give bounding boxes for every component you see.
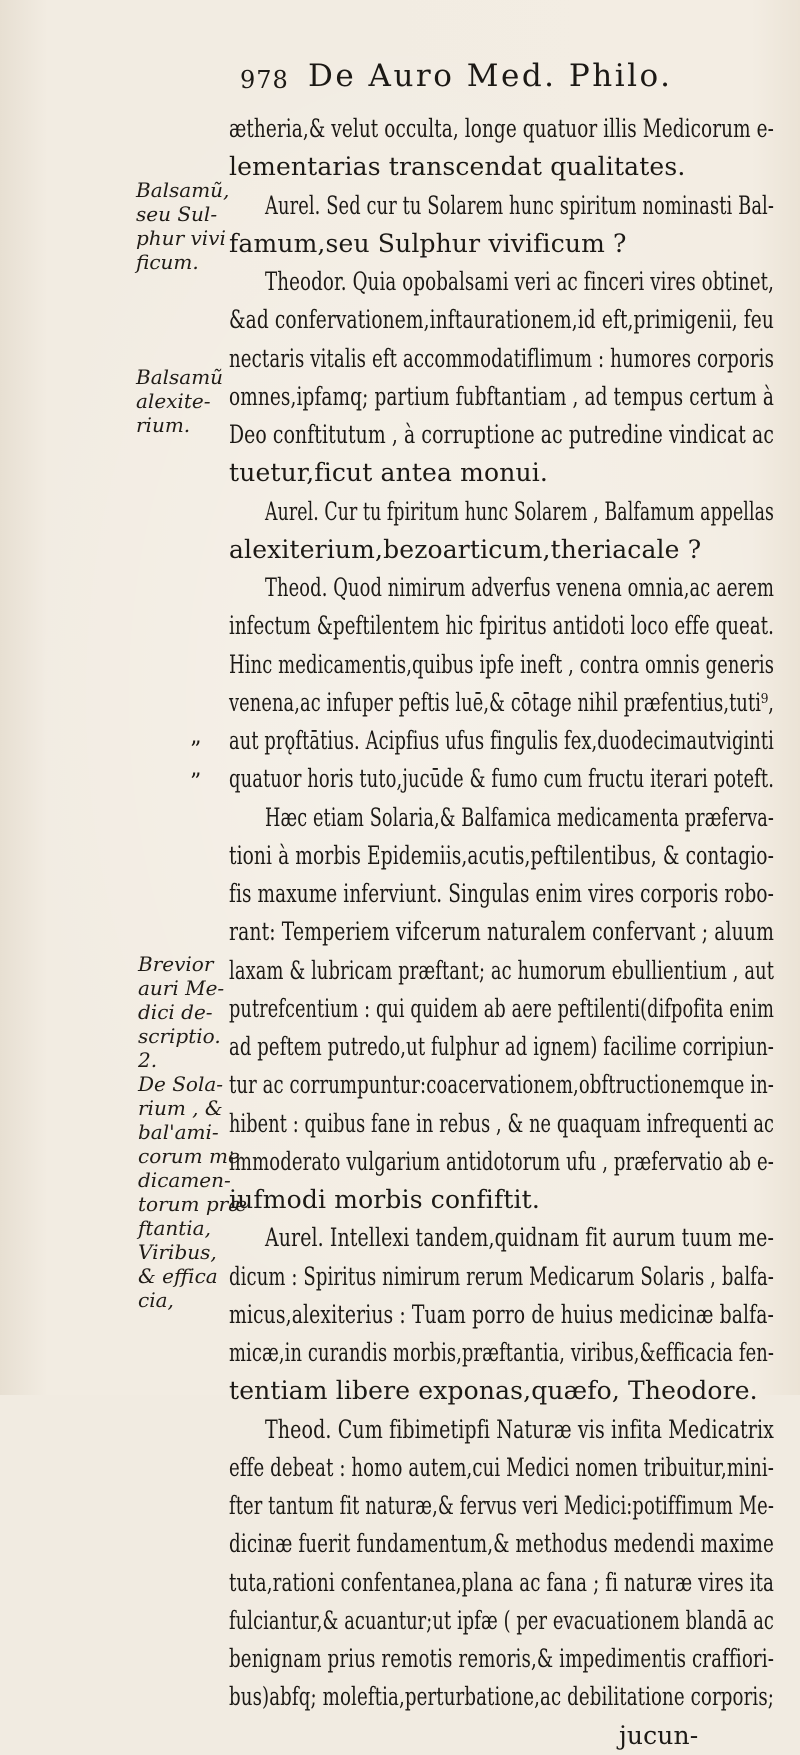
text-line: laxam & lubricam præftant; ac humorum ebullientium , aut — [229, 955, 774, 985]
quotation-mark: ” — [190, 770, 202, 795]
margin-note-line: alexite- — [136, 389, 211, 413]
text-line: ad peftem putredo,ut fulphur ad ignem) facilime corripiun- — [229, 1032, 774, 1061]
text-line: rant: Temperiem vifcerum naturalem confervant ; aluum — [229, 917, 774, 947]
margin-note-line: Viribus, — [138, 1240, 217, 1264]
text-line: nectaris vitalis eft accommodatiflimum : humores corporis — [229, 343, 774, 373]
text-line: Theod. Quod nimirum adverfus venena omnia,ac aerem — [265, 573, 774, 602]
text-line: Hæc etiam Solaria,& Balfamica medicamenta præferva- — [265, 802, 774, 832]
text-line: lementarias transcendat qualitates. — [229, 152, 686, 182]
text-line: Aurel. Sed cur tu Solarem hunc spiritum nominasti Bal- — [265, 190, 774, 220]
text-line: Aurel. Cur tu fpiritum hunc Solarem , Balfamum appellas — [265, 496, 774, 526]
margin-note-line: auri Me- — [138, 976, 225, 1000]
margin-note-line: cia, — [138, 1288, 174, 1312]
text-line: tur ac corrumpuntur:coacervationem,obftructionemque in- — [229, 1070, 774, 1100]
text-line: iufmodi morbis confiftit. — [229, 1185, 540, 1214]
margin-note-line: dici de- — [138, 1000, 213, 1024]
margin-note-line: & effica — [138, 1264, 218, 1288]
text-line: fis maxume inferviunt. Singulas enim vires corporis robo- — [229, 879, 774, 908]
text-line: aut prǫftātius. Acipfius ufus fingulis fex,duodecimautviginti — [229, 726, 774, 755]
margin-note-line: scriptio. — [138, 1024, 221, 1048]
body-text — [229, 110, 774, 1755]
marginalia — [0, 0, 248, 1312]
margin-note-line: Balsamũ, — [136, 178, 230, 202]
margin-note-line: bal'ami- — [138, 1120, 219, 1144]
text-line: Theodor. Quia opobalsami veri ac finceri vires obtinet, — [265, 267, 774, 296]
margin-note-line: torum præ — [138, 1192, 248, 1216]
text-line: Deo conftitutum , à corruptione ac putredine vindicat ac — [229, 420, 774, 449]
text-line: famum,seu Sulphur vivificum ? — [229, 228, 627, 258]
margin-note-line: rium , & — [138, 1096, 223, 1120]
margin-note-balsamum-alexiterium — [136, 365, 223, 437]
page-header — [240, 58, 760, 98]
text-line: Theod. Cum fibimetipfi Naturæ vis infita Medicatrix — [265, 1414, 774, 1444]
margin-note-line: ftantia, — [138, 1216, 211, 1240]
text-line: benignam prius remotis remoris,& impedimentis craffiori- — [229, 1644, 774, 1673]
text-line: ætheria,& velut occulta, longe quatuor illis Medicorum e- — [229, 114, 774, 143]
margin-note-line: ficum. — [136, 250, 199, 274]
text-line: putrefcentium : qui quidem ab aere peftilenti(difpofita enim — [229, 993, 774, 1023]
text-line: dicum : Spiritus nimirum rerum Medicarum Solaris , balfa- — [229, 1261, 774, 1291]
margin-note-line: De Sola- — [138, 1072, 224, 1096]
text-line: infectum &peftilentem hic fpiritus antidoti loco effe queat. — [229, 611, 774, 641]
text-line: tioni à morbis Epidemiis,acutis,peftilentibus, & contagio- — [229, 840, 774, 870]
text-line: quatuor horis tuto,jucūde & fumo cum fructu iterari poteft. — [229, 764, 774, 794]
margin-note-line: dicamen- — [138, 1168, 231, 1192]
text-line: venena,ac infuper peftis luē,& cōtage nihil præfentius,tuti⁹, — [229, 687, 774, 717]
text-line: dicinæ fuerit fundamentum,& methodus medendi maxime — [229, 1529, 774, 1559]
text-line: tuetur,ficut antea monui. — [229, 458, 548, 488]
text-line: alexiterium,bezoarticum,theriacale ? — [229, 534, 702, 564]
margin-note-line: seu Sul- — [136, 202, 218, 226]
text-line: hibent : quibus fane in rebus , & ne quaquam infrequenti ac — [229, 1108, 774, 1138]
text-line: fter tantum fit naturæ,& fervus veri Medici:potiffimum Me- — [229, 1491, 774, 1520]
text-line: tuta,rationi confentanea,plana ac fana ; fi naturæ vires ita — [229, 1567, 774, 1597]
margin-note-line: 2. — [138, 1048, 158, 1072]
catchword: jucun- — [619, 1720, 699, 1750]
text-line: fulciantur,& acuantur;ut ipfæ ( per evacuationem blandā ac — [229, 1605, 774, 1635]
text-line: omnes,ipfamq; partium fubftantiam , ad tempus certum à — [229, 381, 774, 411]
margin-note-line: corum me — [138, 1144, 240, 1168]
text-line: micus,alexiterius : Tuam porro de huius medicinæ balfa- — [229, 1299, 774, 1329]
running-title: De Auro Med. Philo. — [308, 58, 673, 94]
margin-note-line: phur vivi — [136, 226, 226, 250]
text-line: Aurel. Intellexi tandem,quidnam fit aurum tuum me- — [265, 1223, 774, 1253]
margin-note-line: Brevior — [138, 952, 214, 976]
text-line: tentiam libere exponas,quæfo, Theodore. — [229, 1376, 758, 1406]
text-line: &ad confervationem,inftaurationem,id eft,primigenii, feu — [229, 305, 774, 335]
page-number: 978 — [240, 66, 289, 94]
margin-note-line: rium. — [136, 413, 191, 437]
text-line: micæ,in curandis morbis,præftantia, viribus,&efficacia fen- — [229, 1338, 774, 1367]
text-line: effe debeat : homo autem,cui Medici nomen tribuitur,mini- — [229, 1452, 774, 1482]
margin-note-balsamum-sulphur — [136, 178, 229, 274]
quotation-mark: ” — [190, 738, 202, 763]
text-line: immoderato vulgarium antidotorum ufu , præfervatio ab e- — [229, 1146, 774, 1176]
text-line: Hinc medicamentis,quibus ipfe ineft , contra omnis generis — [229, 649, 774, 679]
margin-note-line: Balsamũ — [136, 365, 224, 389]
text-line: bus)abfq; moleftia,perturbatione,ac debilitatione corporis; — [229, 1682, 774, 1712]
